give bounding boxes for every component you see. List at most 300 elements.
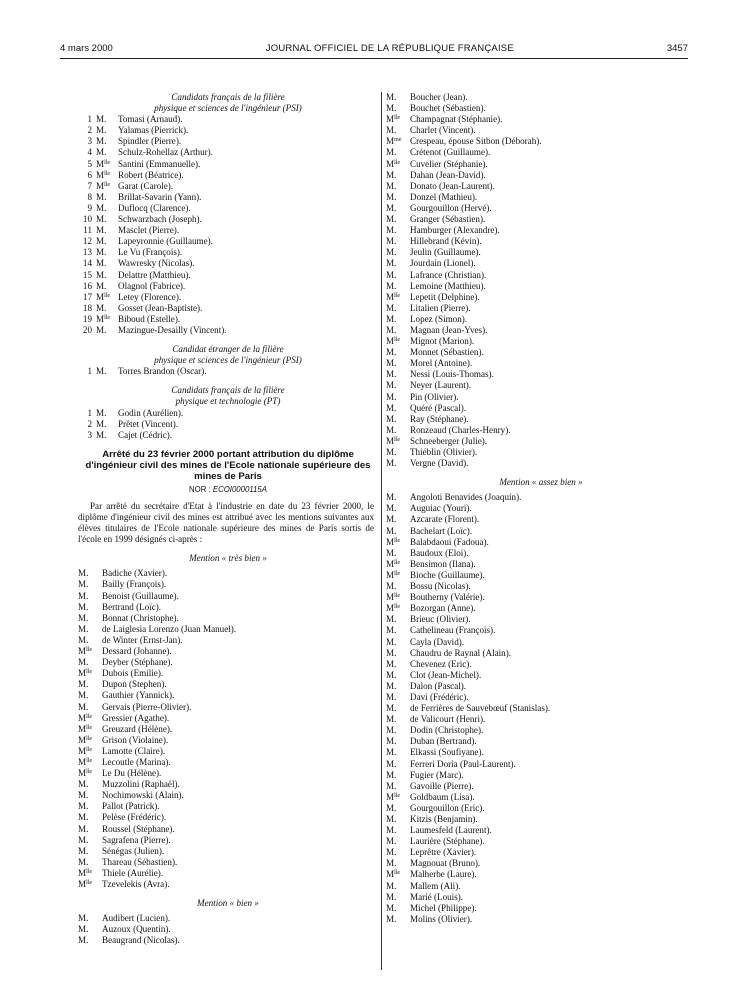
list-item — [78, 292, 378, 303]
civility-title: M. — [386, 358, 397, 369]
civility-title: $M^{lle}$ — [386, 569, 401, 580]
rank-number: 3 — [87, 429, 92, 440]
list-item — [386, 725, 696, 736]
person-name: Lepetit (Delphine). — [410, 291, 480, 302]
rank-number: 1 — [87, 114, 92, 125]
list-item — [386, 747, 696, 758]
person-name: Crétenot (Guillaume). — [410, 147, 491, 158]
list-item — [78, 779, 378, 790]
person-name: Letey (Florence). — [118, 291, 182, 302]
list-item — [78, 270, 378, 281]
civility-title: M. — [78, 701, 89, 712]
bien-list-right — [386, 92, 696, 469]
person-name: Lopez (Simon). — [410, 313, 468, 324]
tres-bien-list — [78, 568, 378, 890]
list-item — [386, 125, 696, 136]
person-name: Laurière (Stéphane). — [410, 836, 485, 847]
list-item — [386, 458, 696, 469]
person-name: Bouchet (Sébastien). — [410, 103, 486, 114]
person-name: Jourdain (Lionel). — [410, 258, 476, 269]
list-item — [78, 225, 378, 236]
arrete-paragraph: Par arrêté du secrétaire d'Etat à l'industrie en date du 23 février 2000, le diplôme d'ingénieur civil des mines est attribué avec les mentions suivantes aux élèves titulaires de l'Ecole nationale supérieure des mines de Paris sortis de l'école en 1999 désignés ci-après : — [78, 500, 374, 545]
list-item — [386, 358, 696, 369]
civility-title: $M^{lle}$ — [96, 158, 111, 169]
list-item — [386, 592, 696, 603]
rank-number: 14 — [82, 258, 92, 269]
list-item — [78, 303, 378, 314]
civility-title: M. — [96, 302, 107, 313]
civility-title: M. — [386, 236, 397, 247]
list-item — [78, 935, 378, 946]
civility-title: M. — [386, 369, 397, 380]
civility-title: M. — [96, 429, 107, 440]
person-name: Marié (Louis). — [410, 891, 464, 902]
section-pt-heading — [78, 385, 378, 407]
mention-tres-bien-heading: Mention « très bien » — [189, 553, 267, 564]
person-name: Roussel (Stéphane). — [102, 823, 175, 834]
civility-title: M. — [386, 680, 397, 691]
civility-title: M. — [96, 136, 107, 147]
left-column — [78, 92, 378, 946]
psi-list — [78, 114, 378, 336]
person-name: Thiele (Aurélie). — [102, 867, 164, 878]
civility-title: M. — [96, 214, 107, 225]
person-name: Bailly (François). — [102, 579, 167, 590]
person-name: Brillat-Savarin (Yann). — [118, 191, 202, 202]
civility-title: M. — [386, 380, 397, 391]
civility-title: M. — [78, 657, 89, 668]
person-name: Molins (Olivier). — [410, 913, 473, 924]
list-item — [386, 537, 696, 548]
list-item — [386, 292, 696, 303]
list-item — [78, 247, 378, 258]
list-item — [386, 637, 696, 648]
civility-title: M. — [386, 758, 397, 769]
civility-title: $M^{lle}$ — [386, 592, 401, 603]
list-item — [78, 757, 378, 768]
list-item — [386, 392, 696, 403]
list-item — [386, 403, 696, 414]
person-name: Boutherny (Valérie). — [410, 592, 485, 603]
person-name: Pelèse (Frédéric). — [102, 812, 167, 823]
civility-title: $M^{lle}$ — [386, 336, 401, 347]
civility-title: $M^{lle}$ — [96, 313, 111, 324]
civility-title: M. — [386, 780, 397, 791]
civility-title: M. — [386, 836, 397, 847]
person-name: Bachelart (Loïc). — [410, 525, 473, 536]
list-item — [78, 679, 378, 690]
person-name: Boucher (Jean). — [410, 92, 468, 102]
person-name: Auguiac (Youri). — [410, 503, 472, 514]
person-name: Badiche (Xavier). — [102, 568, 168, 579]
list-item — [386, 514, 696, 525]
person-name: Michel (Philippe). — [410, 902, 477, 913]
list-item — [78, 147, 378, 158]
civility-title: M. — [386, 514, 397, 525]
list-item — [386, 369, 696, 380]
list-item — [386, 136, 696, 147]
list-item — [386, 914, 696, 925]
list-item — [386, 303, 696, 314]
civility-title: M. — [78, 856, 89, 867]
nor-code: ECOI0000115A — [212, 484, 267, 494]
civility-title: M. — [96, 280, 107, 291]
list-item — [386, 270, 696, 281]
civility-title: M. — [96, 418, 107, 429]
civility-title: M. — [386, 391, 397, 402]
civility-title: M. — [96, 324, 107, 335]
civility-title: M. — [386, 180, 397, 191]
person-name: Torres Brandon (Oscar). — [118, 366, 207, 377]
list-item — [386, 147, 696, 158]
list-item — [386, 258, 696, 269]
rank-number: 13 — [82, 247, 92, 258]
person-name: Deyber (Stéphane). — [102, 657, 173, 668]
person-name: Gauthier (Yannick). — [102, 690, 175, 701]
section-psi-line1: Candidats français de la filière — [171, 92, 285, 102]
rank-number: 16 — [82, 280, 92, 291]
civility-title: M. — [96, 202, 107, 213]
civility-title: M. — [78, 935, 89, 946]
list-item — [78, 746, 378, 757]
person-name: Gourgouillon (Eric). — [410, 802, 485, 813]
person-name: Robert (Béatrice). — [118, 169, 184, 180]
person-name: Chevenez (Eric). — [410, 658, 472, 669]
person-name: Bertrand (Loïc). — [102, 601, 162, 612]
rank-number: 15 — [82, 269, 92, 280]
civility-title: $M^{lle}$ — [78, 756, 93, 767]
person-name: de Valicourt (Henri). — [410, 714, 486, 725]
list-item — [386, 703, 696, 714]
civility-title: M. — [386, 347, 397, 358]
person-name: Audibert (Lucien). — [102, 913, 171, 924]
civility-title: M. — [96, 225, 107, 236]
civility-title: M. — [78, 679, 89, 690]
nor-label: NOR : — [189, 484, 211, 494]
rank-number: 19 — [82, 313, 92, 324]
person-name: Lecoutle (Marina). — [102, 756, 171, 767]
person-name: Yalamas (Pierrick). — [118, 125, 189, 136]
civility-title: M. — [96, 125, 107, 136]
person-name: Litalien (Pierre). — [410, 302, 471, 313]
person-name: Cayla (David). — [410, 636, 465, 647]
rank-number: 3 — [87, 136, 92, 147]
person-name: Brieuc (Olivier). — [410, 614, 471, 625]
person-name: Lemoine (Matthieu). — [410, 280, 486, 291]
person-name: Chaudru de Raynal (Alain). — [410, 647, 512, 658]
person-name: Donato (Jean-Laurent). — [410, 180, 495, 191]
list-item — [386, 314, 696, 325]
person-name: Dupon (Stephen). — [102, 679, 167, 690]
pt-list — [78, 408, 378, 441]
person-name: Dubois (Emilie). — [102, 668, 164, 679]
arrete-title: Arrêté du 23 février 2000 portant attribution du diplôme d'ingénieur civil des mines de l'Ecole nationale supérieure des mines de Paris — [85, 448, 371, 482]
rank-number: 10 — [82, 214, 92, 225]
civility-title: M. — [386, 169, 397, 180]
list-item — [386, 447, 696, 458]
list-item — [78, 613, 378, 624]
list-item — [78, 913, 378, 924]
person-name: Ronzeaud (Charles-Henry). — [410, 424, 511, 435]
civility-title: M. — [386, 625, 397, 636]
civility-title: $M^{lle}$ — [386, 158, 401, 169]
list-item — [386, 614, 696, 625]
list-item — [386, 548, 696, 559]
civility-title: M. — [96, 114, 107, 125]
person-name: Magnan (Jean-Yves). — [410, 324, 488, 335]
person-name: Grison (Violaine). — [102, 734, 169, 745]
bien-list-left — [78, 913, 378, 946]
list-item — [78, 214, 378, 225]
civility-title: $M^{lle}$ — [78, 768, 93, 779]
civility-title: M. — [386, 658, 397, 669]
list-item — [386, 203, 696, 214]
list-item — [78, 114, 378, 125]
civility-title: M. — [386, 703, 397, 714]
person-name: Elkassi (Soufiyane). — [410, 747, 484, 758]
list-item — [78, 258, 378, 269]
civility-title: M. — [78, 834, 89, 845]
person-name: Gosset (Jean-Baptiste). — [118, 302, 203, 313]
list-item — [386, 559, 696, 570]
person-name: Morel (Antoine). — [410, 358, 473, 369]
person-name: Nochimowski (Alain). — [102, 790, 184, 801]
civility-title: $M^{lle}$ — [78, 867, 93, 878]
civility-title: M. — [386, 858, 397, 869]
person-name: Clot (Jean-Michel). — [410, 669, 482, 680]
civility-title: M. — [386, 492, 397, 503]
civility-title: M. — [96, 407, 107, 418]
list-item — [386, 825, 696, 836]
list-item — [386, 681, 696, 692]
list-item — [78, 868, 378, 879]
list-item — [78, 812, 378, 823]
person-name: Magnouat (Bruno). — [410, 858, 481, 869]
list-item — [386, 347, 696, 358]
civility-title: M. — [386, 103, 397, 114]
list-item — [386, 492, 696, 503]
rank-number: 1 — [87, 366, 92, 377]
person-name: Goldbaum (Lisa). — [410, 791, 475, 802]
person-name: Sénégas (Julien). — [102, 845, 165, 856]
list-item — [78, 646, 378, 657]
section-pt-line1: Candidats français de la filière — [171, 385, 285, 396]
person-name: Greuzard (Hélène). — [102, 723, 173, 734]
civility-title: M. — [386, 825, 397, 836]
civility-title: M. — [386, 458, 397, 469]
list-item — [78, 857, 378, 868]
civility-title: M. — [386, 747, 397, 758]
civility-title: M. — [386, 891, 397, 902]
person-name: Spindler (Pierre). — [118, 136, 182, 147]
list-item — [78, 430, 378, 441]
list-item — [386, 692, 696, 703]
person-name: Masclet (Pierre). — [118, 225, 180, 236]
list-item — [386, 803, 696, 814]
civility-title: M. — [386, 614, 397, 625]
person-name: Beaugrand (Nicolas). — [102, 935, 180, 946]
person-name: Gavoille (Pierre). — [410, 780, 474, 791]
civility-title: M. — [386, 636, 397, 647]
person-name: Auzoux (Quentin). — [102, 924, 171, 935]
civility-title: M. — [386, 902, 397, 913]
person-name: Granger (Sébastien). — [410, 214, 486, 225]
person-name: Davi (Frédéric). — [410, 691, 469, 702]
person-name: Champagnat (Stéphanie). — [410, 114, 503, 125]
civility-title: M. — [386, 413, 397, 424]
person-name: Kitzis (Benjamin). — [410, 814, 478, 824]
list-item — [386, 380, 696, 391]
list-item — [386, 503, 696, 514]
civility-title: M. — [386, 547, 397, 558]
list-item — [386, 714, 696, 725]
list-item — [386, 881, 696, 892]
civility-title: M. — [96, 269, 107, 280]
civility-title: M. — [78, 913, 89, 924]
person-name: Schulz-Rohellaz (Arthur). — [118, 147, 213, 158]
list-item — [386, 581, 696, 592]
civility-title: M. — [386, 714, 397, 725]
civility-title: $M^{lle}$ — [78, 646, 93, 657]
rank-number: 20 — [82, 324, 92, 335]
civility-title: $M^{lle}$ — [386, 558, 401, 569]
civility-title: M. — [386, 191, 397, 202]
list-item — [78, 181, 378, 192]
civility-title: $M^{lle}$ — [96, 180, 111, 191]
section-psi-line2: physique et sciences de l'ingénieur (PSI) — [154, 103, 302, 114]
civility-title: M. — [386, 324, 397, 335]
person-name: Neyer (Laurent). — [410, 380, 472, 391]
person-name: Biboud (Estelle). — [118, 313, 181, 324]
right-column — [386, 92, 696, 925]
civility-title: M. — [386, 214, 397, 225]
person-name: Ray (Stéphane). — [410, 413, 469, 424]
person-name: Santini (Emmanuelle). — [118, 158, 201, 169]
person-name: Tzevelekis (Avra). — [102, 879, 170, 889]
civility-title: $M^{lle}$ — [78, 723, 93, 734]
list-item — [386, 170, 696, 181]
person-name: Charlet (Vincent). — [410, 125, 476, 136]
person-name: Leprêtre (Xavier). — [410, 847, 477, 858]
person-name: Tomasi (Arnaud). — [118, 114, 183, 125]
person-name: Bossu (Nicolas). — [410, 581, 471, 592]
civility-title: M. — [386, 647, 397, 658]
section-psi-foreign-line2: physique et sciences de l'ingénieur (PSI) — [154, 355, 302, 366]
person-name: Lafrance (Christian). — [410, 269, 487, 280]
list-item — [78, 325, 378, 336]
civility-title: M. — [96, 191, 107, 202]
person-name: Hillebrand (Kévin). — [410, 236, 482, 247]
rank-number: 9 — [87, 202, 92, 213]
list-item — [386, 181, 696, 192]
civility-title: M. — [96, 258, 107, 269]
civility-title: $M^{lle}$ — [78, 734, 93, 745]
civility-title: M. — [386, 402, 397, 413]
list-item — [78, 702, 378, 713]
list-item — [78, 170, 378, 181]
civility-title: M. — [386, 736, 397, 747]
person-name: Le Du (Hélène). — [102, 768, 162, 779]
civility-title: M. — [78, 601, 89, 612]
civility-title: M. — [78, 634, 89, 645]
person-name: de Laiglesia Lorenzo (Juan Manuel). — [102, 623, 237, 634]
person-name: Gourgouillon (Hervé). — [410, 202, 492, 213]
person-name: Mignot (Marion). — [410, 336, 475, 347]
rank-number: 1 — [87, 407, 92, 418]
person-name: Hamburger (Alexandre). — [410, 225, 500, 236]
list-item — [386, 792, 696, 803]
list-item — [78, 236, 378, 247]
civility-title: M. — [78, 845, 89, 856]
list-item — [386, 781, 696, 792]
list-item — [78, 366, 378, 377]
person-name: Bioche (Guillaume). — [410, 569, 485, 580]
person-name: Baudoux (Eloi). — [410, 547, 469, 558]
list-item — [78, 408, 378, 419]
list-item — [386, 836, 696, 847]
journal-title: JOURNAL OFFICIEL DE LA RÉPUBLIQUE FRANÇAISE — [265, 42, 514, 54]
list-item — [78, 281, 378, 292]
person-name: Fugier (Marc). — [410, 769, 464, 780]
civility-title: M. — [78, 568, 89, 579]
list-item — [386, 414, 696, 425]
person-name: Crespeau, épouse Sitbon (Déborah). — [410, 136, 542, 147]
rank-number: 7 — [87, 180, 92, 191]
person-name: Olagnol (Fabrice). — [118, 280, 186, 291]
section-pt-line2: physique et technologie (PT) — [175, 396, 281, 407]
list-item — [386, 814, 696, 825]
person-name: Laumesfeld (Laurent). — [410, 825, 492, 836]
person-name: Donzel (Mathieu). — [410, 191, 478, 202]
civility-title: $M^{lle}$ — [78, 745, 93, 756]
person-name: Muzzolini (Raphaël). — [102, 779, 180, 790]
person-name: Gressier (Agathe). — [102, 712, 170, 723]
civility-title: $M^{lle}$ — [386, 435, 401, 446]
list-item — [78, 724, 378, 735]
civility-title: M. — [386, 447, 397, 457]
person-name: Gervais (Pierre-Olivier). — [102, 701, 192, 712]
civility-title: $M^{lle}$ — [386, 291, 401, 302]
list-item — [78, 924, 378, 935]
civility-title: M. — [78, 579, 89, 590]
civility-title: M. — [78, 790, 89, 801]
civility-title: M. — [78, 812, 89, 823]
civility-title: M. — [386, 581, 397, 592]
civility-title: M. — [386, 258, 397, 269]
civility-title: M. — [96, 147, 107, 158]
header-rule — [60, 58, 688, 59]
person-name: Godin (Aurélien). — [118, 407, 184, 418]
civility-title: M. — [78, 779, 89, 790]
person-name: Angoloti Benavides (Joaquín). — [410, 492, 522, 503]
civility-title: $M^{lle}$ — [96, 291, 111, 302]
list-item — [386, 159, 696, 170]
civility-title: $M^{lle}$ — [78, 712, 93, 723]
list-item — [386, 114, 696, 125]
list-item — [386, 903, 696, 914]
person-name: Cathelineau (François). — [410, 625, 496, 636]
person-name: Bensimon (Ilana). — [410, 558, 476, 569]
assez-bien-list — [386, 492, 696, 925]
civility-title: M. — [96, 247, 107, 258]
civility-title: M. — [386, 202, 397, 213]
list-item — [386, 225, 696, 236]
list-item — [386, 425, 696, 436]
section-psi-foreign-line1: Candidat étranger de la filière — [172, 344, 284, 355]
list-item — [386, 736, 696, 747]
list-item — [78, 801, 378, 812]
civility-title: M. — [386, 769, 397, 780]
